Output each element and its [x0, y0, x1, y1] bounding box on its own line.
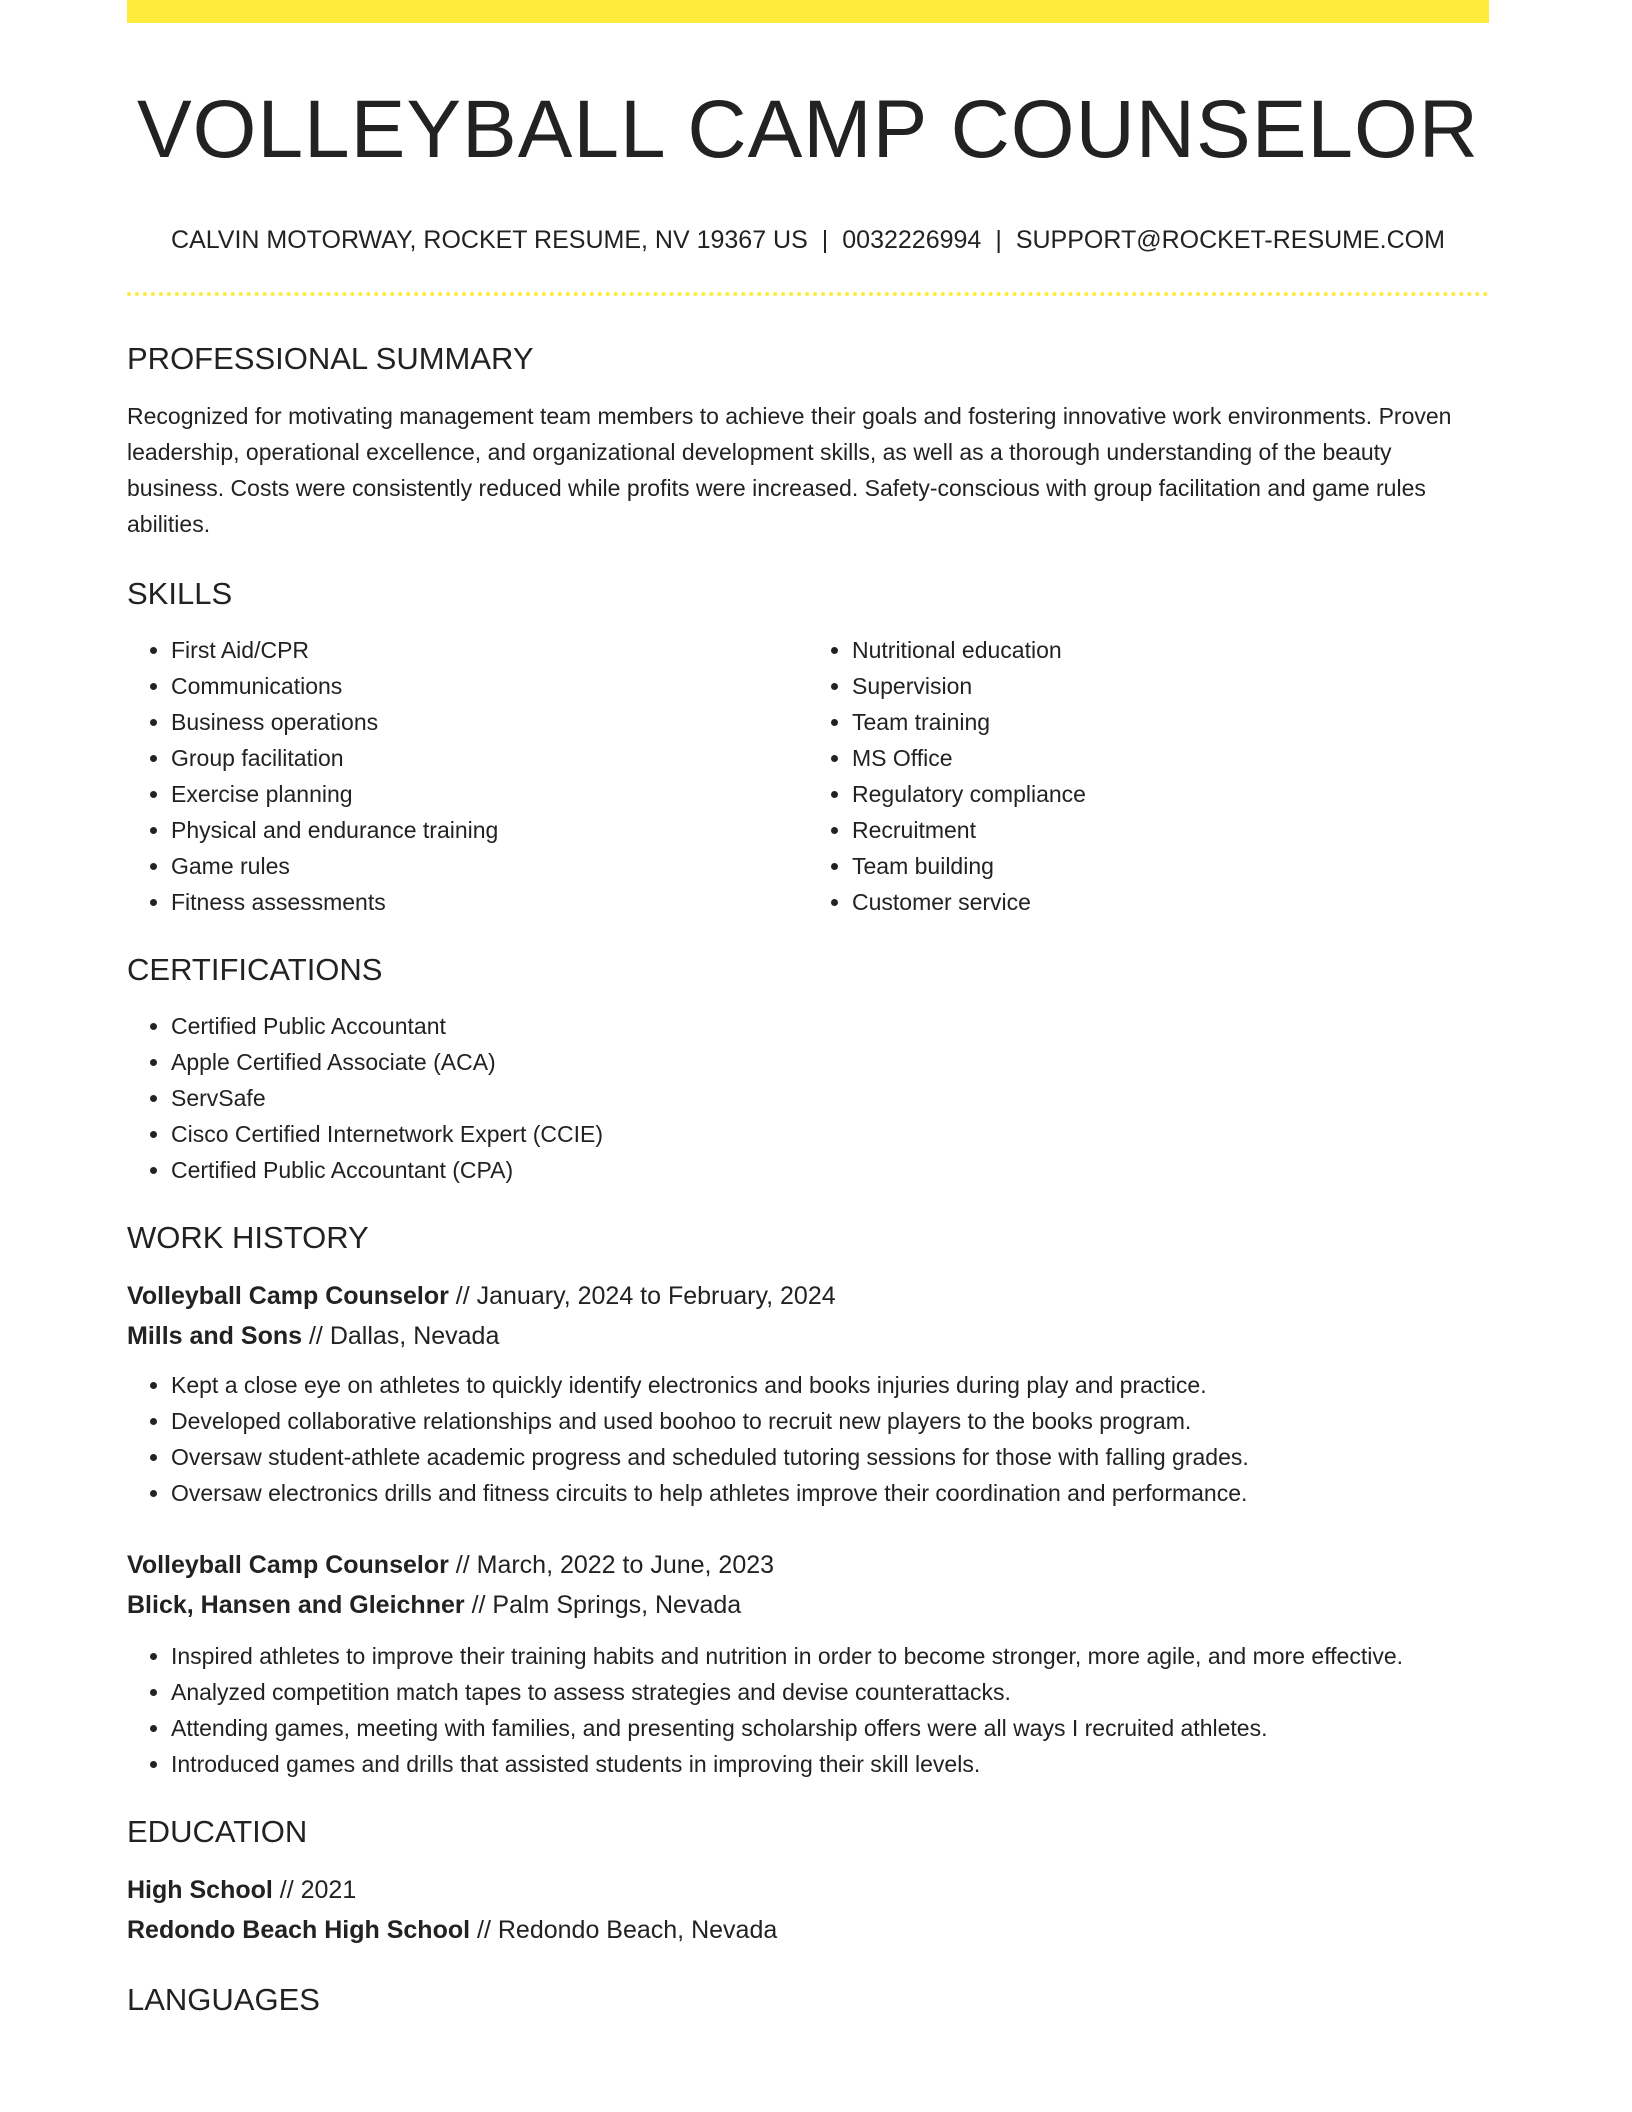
phone-text: 0032226994	[842, 226, 982, 254]
education-year: 2021	[300, 1876, 357, 1904]
skill-item: • First Aid/CPR	[171, 632, 808, 668]
certification-item: • ServSafe	[171, 1080, 1489, 1116]
job-entry	[127, 1545, 1489, 1782]
skill-item: • Game rules	[171, 848, 808, 884]
job-bullet: • Developed collaborative relationships and used boohoo to recruit new players to the books program.	[171, 1403, 1489, 1439]
job-title-line	[127, 1276, 1489, 1316]
skill-item: • Nutritional education	[852, 632, 1489, 668]
job-bullet: • Inspired athletes to improve their training habits and nutrition in order to become stronger, more agile, and more effective.	[171, 1638, 1489, 1674]
job-bullets	[127, 1638, 1489, 1782]
job-bullet: • Oversaw student-athlete academic progress and scheduled tutoring sessions for those with falling grades.	[171, 1439, 1489, 1475]
skill-item: • Fitness assessments	[171, 884, 808, 920]
job-company-line	[127, 1585, 1489, 1625]
resume-page	[127, 0, 1489, 2020]
education-school-line	[127, 1910, 1489, 1950]
summary-text: Recognized for motivating management team members to achieve their goals and fostering innovative work environments. Proven leadership, operational excellence, and organizational development skills, as well as a thorough understanding of the beauty business. Costs were consistently reduced while profits were increased. Safety-conscious with group facilitation and game rules abilities.	[127, 403, 1452, 537]
contact-line	[127, 224, 1489, 256]
skill-item: • Team building	[852, 848, 1489, 884]
languages-heading: LANGUAGES	[127, 1982, 320, 2017]
job-company-line	[127, 1316, 1489, 1356]
job-role: Volleyball Camp Counselor	[127, 1282, 449, 1310]
resume-title: VOLLEYBALL CAMP COUNSELOR	[136, 84, 1480, 175]
certification-item: • Certified Public Accountant	[171, 1008, 1489, 1044]
education-degree: High School	[127, 1876, 273, 1904]
job-bullet: • Analyzed competition match tapes to assess strategies and devise counterattacks.	[171, 1674, 1489, 1710]
skill-item: • Supervision	[852, 668, 1489, 704]
education-school: Redondo Beach High School	[127, 1916, 471, 1944]
job-company: Mills and Sons	[127, 1322, 303, 1350]
certifications-heading: CERTIFICATIONS	[127, 952, 383, 987]
education-entry	[127, 1870, 1489, 1950]
separator: //	[272, 1876, 301, 1904]
job-location: Dallas, Nevada	[329, 1322, 500, 1350]
separator: |	[821, 226, 829, 254]
skill-item: • Regulatory compliance	[852, 776, 1489, 812]
job-bullet: • Kept a close eye on athletes to quickly identify electronics and books injuries during play and practice.	[171, 1367, 1489, 1403]
email-link[interactable]: SUPPORT@ROCKET-RESUME.COM	[1015, 226, 1445, 254]
separator: |	[995, 226, 1002, 254]
job-company: Blick, Hansen and Gleichner	[127, 1591, 465, 1619]
separator: //	[302, 1322, 330, 1350]
education-heading: EDUCATION	[127, 1814, 308, 1849]
job-bullet: • Oversaw electronics drills and fitness circuits to help athletes improve their coordination and performance.	[171, 1475, 1489, 1511]
dotted-divider	[127, 292, 1489, 296]
separator: //	[448, 1551, 477, 1579]
job-entry	[127, 1276, 1489, 1511]
skills-left-column	[127, 632, 808, 920]
work-history-heading: WORK HISTORY	[127, 1220, 369, 1255]
job-bullet: • Attending games, meeting with families, and presenting scholarship offers were all ways I recruited athletes.	[171, 1710, 1489, 1746]
education-degree-line	[127, 1870, 1489, 1910]
skills-list	[127, 632, 1489, 920]
certification-item: • Cisco Certified Internetwork Expert (CCIE)	[171, 1116, 1489, 1152]
job-dates: January, 2024 to February, 2024	[476, 1282, 836, 1310]
address-text: CALVIN MOTORWAY, ROCKET RESUME, NV 19367 US	[171, 226, 808, 254]
skill-item: • Customer service	[852, 884, 1489, 920]
skill-item: • MS Office	[852, 740, 1489, 776]
job-bullet: • Introduced games and drills that assisted students in improving their skill levels.	[171, 1746, 1489, 1782]
skill-item: • Communications	[171, 668, 808, 704]
job-location: Palm Springs, Nevada	[492, 1591, 742, 1619]
job-dates: March, 2022 to June, 2023	[476, 1551, 775, 1579]
skills-right-column	[808, 632, 1489, 920]
skill-item: • Recruitment	[852, 812, 1489, 848]
job-role: Volleyball Camp Counselor	[127, 1551, 449, 1579]
separator: //	[470, 1916, 498, 1944]
certification-item: • Certified Public Accountant (CPA)	[171, 1152, 1489, 1188]
skill-item: • Exercise planning	[171, 776, 808, 812]
certifications-list	[127, 1008, 1489, 1188]
skills-heading: SKILLS	[127, 576, 233, 611]
separator: //	[448, 1282, 477, 1310]
job-title-line	[127, 1545, 1489, 1585]
skill-item: • Group facilitation	[171, 740, 808, 776]
skill-item: • Physical and endurance training	[171, 812, 808, 848]
summary-heading: PROFESSIONAL SUMMARY	[127, 341, 534, 376]
separator: //	[464, 1591, 493, 1619]
job-bullets	[127, 1367, 1489, 1511]
education-location: Redondo Beach, Nevada	[497, 1916, 778, 1944]
skill-item: • Team training	[852, 704, 1489, 740]
skill-item: • Business operations	[171, 704, 808, 740]
certification-item: • Apple Certified Associate (ACA)	[171, 1044, 1489, 1080]
